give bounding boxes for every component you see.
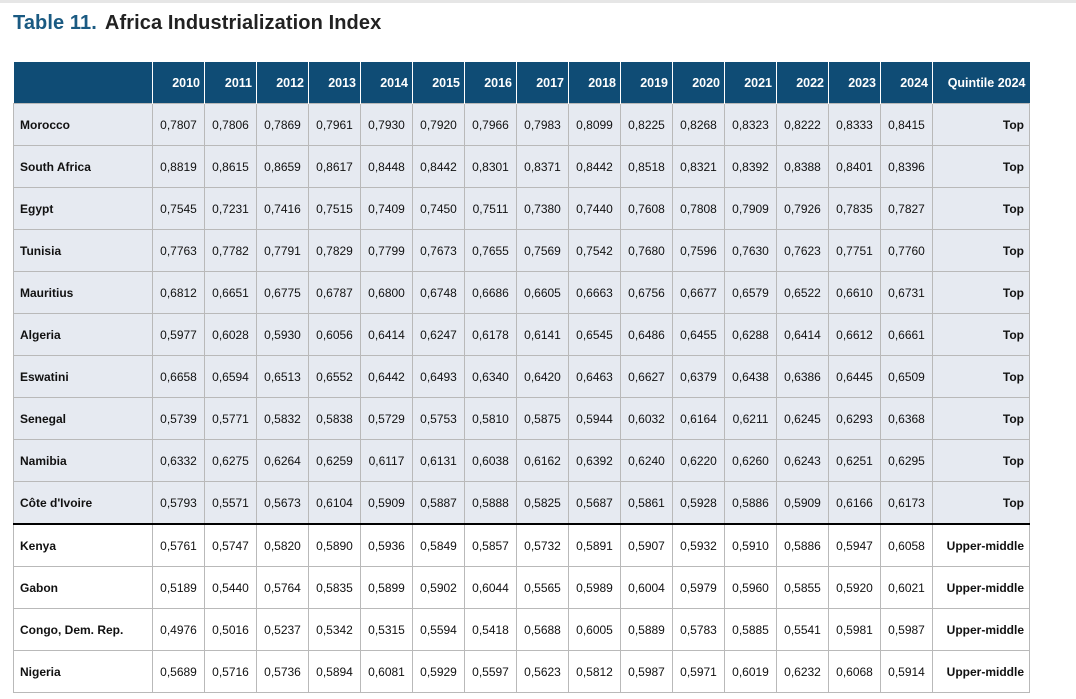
table-row — [14, 567, 1030, 609]
index-value-cell: 0,5673 — [257, 482, 309, 525]
quintile-cell: Top — [933, 482, 1030, 525]
index-value-cell: 0,6442 — [361, 356, 413, 398]
index-value-cell: 0,5771 — [205, 398, 257, 440]
index-value-cell: 0,5849 — [413, 524, 465, 567]
index-value-cell: 0,5729 — [361, 398, 413, 440]
column-header-year: 2020 — [673, 62, 725, 104]
index-value-cell: 0,5929 — [413, 651, 465, 693]
index-value-cell: 0,5987 — [881, 609, 933, 651]
index-value-cell: 0,8518 — [621, 146, 673, 188]
index-value-cell: 0,6748 — [413, 272, 465, 314]
table-row — [14, 524, 1030, 567]
index-value-cell: 0,5987 — [621, 651, 673, 693]
index-value-cell: 0,7869 — [257, 104, 309, 146]
index-value-cell: 0,7835 — [829, 188, 881, 230]
column-header-year: 2013 — [309, 62, 361, 104]
index-value-cell: 0,7545 — [153, 188, 205, 230]
index-value-cell: 0,6293 — [829, 398, 881, 440]
index-value-cell: 0,7961 — [309, 104, 361, 146]
index-value-cell: 0,6414 — [361, 314, 413, 356]
index-value-cell: 0,5736 — [257, 651, 309, 693]
index-value-cell: 0,6166 — [829, 482, 881, 525]
index-value-cell: 0,5793 — [153, 482, 205, 525]
table-row — [14, 314, 1030, 356]
quintile-cell: Top — [933, 104, 1030, 146]
index-value-cell: 0,7380 — [517, 188, 569, 230]
country-cell: Senegal — [14, 398, 153, 440]
index-value-cell: 0,7791 — [257, 230, 309, 272]
country-cell: Morocco — [14, 104, 153, 146]
index-value-cell: 0,7966 — [465, 104, 517, 146]
index-value-cell: 0,8442 — [413, 146, 465, 188]
index-value-cell: 0,5565 — [517, 567, 569, 609]
table-caption — [13, 10, 381, 36]
column-header-quintile: Quintile 2024 — [933, 62, 1030, 104]
index-value-cell: 0,6141 — [517, 314, 569, 356]
index-value-cell: 0,5861 — [621, 482, 673, 525]
index-value-cell: 0,5930 — [257, 314, 309, 356]
index-value-cell: 0,5189 — [153, 567, 205, 609]
index-value-cell: 0,5761 — [153, 524, 205, 567]
index-value-cell: 0,6552 — [309, 356, 361, 398]
table-row — [14, 482, 1030, 525]
index-value-cell: 0,6775 — [257, 272, 309, 314]
index-value-cell: 0,6021 — [881, 567, 933, 609]
index-value-cell: 0,6651 — [205, 272, 257, 314]
index-value-cell: 0,6264 — [257, 440, 309, 482]
index-value-cell: 0,6368 — [881, 398, 933, 440]
index-value-cell: 0,6386 — [777, 356, 829, 398]
index-value-cell: 0,5960 — [725, 567, 777, 609]
index-value-cell: 0,6800 — [361, 272, 413, 314]
table-row — [14, 398, 1030, 440]
index-value-cell: 0,6275 — [205, 440, 257, 482]
index-value-cell: 0,5440 — [205, 567, 257, 609]
country-cell: Eswatini — [14, 356, 153, 398]
table-row — [14, 609, 1030, 651]
index-value-cell: 0,4976 — [153, 609, 205, 651]
index-value-cell: 0,5764 — [257, 567, 309, 609]
index-value-cell: 0,6392 — [569, 440, 621, 482]
index-value-cell: 0,6579 — [725, 272, 777, 314]
index-value-cell: 0,7763 — [153, 230, 205, 272]
index-value-cell: 0,5825 — [517, 482, 569, 525]
index-value-cell: 0,5855 — [777, 567, 829, 609]
country-cell: Mauritius — [14, 272, 153, 314]
index-value-cell: 0,6260 — [725, 440, 777, 482]
index-value-cell: 0,7542 — [569, 230, 621, 272]
index-value-cell: 0,5835 — [309, 567, 361, 609]
column-header-year: 2015 — [413, 62, 465, 104]
index-value-cell: 0,5623 — [517, 651, 569, 693]
index-value-cell: 0,6044 — [465, 567, 517, 609]
index-value-cell: 0,6162 — [517, 440, 569, 482]
table-row — [14, 272, 1030, 314]
index-value-cell: 0,5944 — [569, 398, 621, 440]
index-value-cell: 0,7515 — [309, 188, 361, 230]
index-value-cell: 0,5016 — [205, 609, 257, 651]
table-row — [14, 651, 1030, 693]
index-value-cell: 0,7807 — [153, 104, 205, 146]
country-cell: Côte d'Ivoire — [14, 482, 153, 525]
index-value-cell: 0,6243 — [777, 440, 829, 482]
index-value-cell: 0,6032 — [621, 398, 673, 440]
top-divider — [0, 0, 1076, 3]
index-value-cell: 0,6247 — [413, 314, 465, 356]
index-value-cell: 0,5689 — [153, 651, 205, 693]
column-header-year: 2011 — [205, 62, 257, 104]
index-value-cell: 0,5237 — [257, 609, 309, 651]
quintile-cell: Top — [933, 440, 1030, 482]
index-value-cell: 0,6117 — [361, 440, 413, 482]
column-header-year: 2023 — [829, 62, 881, 104]
country-cell: Tunisia — [14, 230, 153, 272]
index-value-cell: 0,6259 — [309, 440, 361, 482]
index-value-cell: 0,5890 — [309, 524, 361, 567]
index-value-cell: 0,6731 — [881, 272, 933, 314]
index-value-cell: 0,8225 — [621, 104, 673, 146]
index-value-cell: 0,6379 — [673, 356, 725, 398]
country-cell: Gabon — [14, 567, 153, 609]
index-value-cell: 0,5594 — [413, 609, 465, 651]
index-value-cell: 0,7623 — [777, 230, 829, 272]
index-value-cell: 0,5891 — [569, 524, 621, 567]
index-value-cell: 0,5739 — [153, 398, 205, 440]
index-value-cell: 0,6081 — [361, 651, 413, 693]
index-value-cell: 0,6332 — [153, 440, 205, 482]
index-value-cell: 0,6340 — [465, 356, 517, 398]
index-value-cell: 0,5928 — [673, 482, 725, 525]
index-value-cell: 0,5838 — [309, 398, 361, 440]
index-value-cell: 0,6612 — [829, 314, 881, 356]
index-value-cell: 0,6522 — [777, 272, 829, 314]
country-cell: Egypt — [14, 188, 153, 230]
index-value-cell: 0,6686 — [465, 272, 517, 314]
index-value-cell: 0,6038 — [465, 440, 517, 482]
index-value-cell: 0,5909 — [777, 482, 829, 525]
index-value-cell: 0,5977 — [153, 314, 205, 356]
index-value-cell: 0,6787 — [309, 272, 361, 314]
index-value-cell: 0,6663 — [569, 272, 621, 314]
table-row — [14, 188, 1030, 230]
index-value-cell: 0,5894 — [309, 651, 361, 693]
index-value-cell: 0,8617 — [309, 146, 361, 188]
index-value-cell: 0,7909 — [725, 188, 777, 230]
index-value-cell: 0,8388 — [777, 146, 829, 188]
index-value-cell: 0,5820 — [257, 524, 309, 567]
index-value-cell: 0,5888 — [465, 482, 517, 525]
index-value-cell: 0,8659 — [257, 146, 309, 188]
index-value-cell: 0,5857 — [465, 524, 517, 567]
index-value-cell: 0,5907 — [621, 524, 673, 567]
quintile-cell: Top — [933, 230, 1030, 272]
index-value-cell: 0,8448 — [361, 146, 413, 188]
index-value-cell: 0,6627 — [621, 356, 673, 398]
index-value-cell: 0,5932 — [673, 524, 725, 567]
table-row — [14, 230, 1030, 272]
index-value-cell: 0,7760 — [881, 230, 933, 272]
column-header-year: 2010 — [153, 62, 205, 104]
index-value-cell: 0,6509 — [881, 356, 933, 398]
index-value-cell: 0,6445 — [829, 356, 881, 398]
index-value-cell: 0,8321 — [673, 146, 725, 188]
index-value-cell: 0,5885 — [725, 609, 777, 651]
country-cell: South Africa — [14, 146, 153, 188]
index-value-cell: 0,6438 — [725, 356, 777, 398]
index-value-cell: 0,8268 — [673, 104, 725, 146]
country-cell: Namibia — [14, 440, 153, 482]
quintile-cell: Top — [933, 272, 1030, 314]
index-value-cell: 0,6028 — [205, 314, 257, 356]
index-value-cell: 0,6005 — [569, 609, 621, 651]
index-value-cell: 0,8333 — [829, 104, 881, 146]
index-value-cell: 0,8442 — [569, 146, 621, 188]
index-value-cell: 0,6251 — [829, 440, 881, 482]
index-value-cell: 0,6677 — [673, 272, 725, 314]
index-value-cell: 0,6493 — [413, 356, 465, 398]
index-value-cell: 0,5418 — [465, 609, 517, 651]
index-value-cell: 0,5947 — [829, 524, 881, 567]
index-value-cell: 0,7511 — [465, 188, 517, 230]
index-value-cell: 0,6131 — [413, 440, 465, 482]
index-value-cell: 0,5783 — [673, 609, 725, 651]
index-value-cell: 0,5910 — [725, 524, 777, 567]
index-value-cell: 0,6240 — [621, 440, 673, 482]
index-value-cell: 0,6513 — [257, 356, 309, 398]
index-value-cell: 0,7799 — [361, 230, 413, 272]
index-value-cell: 0,8392 — [725, 146, 777, 188]
index-value-cell: 0,5832 — [257, 398, 309, 440]
index-value-cell: 0,6058 — [881, 524, 933, 567]
index-value-cell: 0,5810 — [465, 398, 517, 440]
index-value-cell: 0,7596 — [673, 230, 725, 272]
index-value-cell: 0,7808 — [673, 188, 725, 230]
index-value-cell: 0,6661 — [881, 314, 933, 356]
index-value-cell: 0,6463 — [569, 356, 621, 398]
index-value-cell: 0,6455 — [673, 314, 725, 356]
quintile-cell: Upper-middle — [933, 609, 1030, 651]
quintile-cell: Upper-middle — [933, 651, 1030, 693]
column-header-year: 2018 — [569, 62, 621, 104]
index-value-cell: 0,5732 — [517, 524, 569, 567]
index-value-cell: 0,6295 — [881, 440, 933, 482]
country-cell: Algeria — [14, 314, 153, 356]
quintile-cell: Upper-middle — [933, 567, 1030, 609]
index-value-cell: 0,5687 — [569, 482, 621, 525]
index-value-cell: 0,7926 — [777, 188, 829, 230]
quintile-cell: Top — [933, 398, 1030, 440]
industrialization-table — [13, 62, 1030, 693]
index-value-cell: 0,6104 — [309, 482, 361, 525]
quintile-cell: Top — [933, 188, 1030, 230]
index-value-cell: 0,6056 — [309, 314, 361, 356]
index-value-cell: 0,5909 — [361, 482, 413, 525]
column-header-year: 2024 — [881, 62, 933, 104]
quintile-cell: Top — [933, 146, 1030, 188]
column-header-year: 2014 — [361, 62, 413, 104]
column-header-year: 2016 — [465, 62, 517, 104]
quintile-cell: Upper-middle — [933, 524, 1030, 567]
index-value-cell: 0,5571 — [205, 482, 257, 525]
index-value-cell: 0,6019 — [725, 651, 777, 693]
index-value-cell: 0,6812 — [153, 272, 205, 314]
table-row — [14, 146, 1030, 188]
table-row — [14, 356, 1030, 398]
country-cell: Kenya — [14, 524, 153, 567]
index-value-cell: 0,7751 — [829, 230, 881, 272]
index-value-cell: 0,5902 — [413, 567, 465, 609]
column-header-year: 2022 — [777, 62, 829, 104]
index-value-cell: 0,5979 — [673, 567, 725, 609]
index-value-cell: 0,6173 — [881, 482, 933, 525]
index-value-cell: 0,5971 — [673, 651, 725, 693]
quintile-cell: Top — [933, 314, 1030, 356]
table-number: Table 11. — [13, 12, 97, 34]
country-cell: Congo, Dem. Rep. — [14, 609, 153, 651]
index-value-cell: 0,7673 — [413, 230, 465, 272]
column-header-year: 2021 — [725, 62, 777, 104]
column-header-year: 2017 — [517, 62, 569, 104]
index-value-cell: 0,7416 — [257, 188, 309, 230]
index-value-cell: 0,5875 — [517, 398, 569, 440]
index-value-cell: 0,6486 — [621, 314, 673, 356]
index-value-cell: 0,5716 — [205, 651, 257, 693]
index-value-cell: 0,8415 — [881, 104, 933, 146]
index-value-cell: 0,7680 — [621, 230, 673, 272]
index-value-cell: 0,6004 — [621, 567, 673, 609]
index-value-cell: 0,8222 — [777, 104, 829, 146]
index-value-cell: 0,5597 — [465, 651, 517, 693]
country-cell: Nigeria — [14, 651, 153, 693]
index-value-cell: 0,5989 — [569, 567, 621, 609]
index-value-cell: 0,7608 — [621, 188, 673, 230]
index-value-cell: 0,5887 — [413, 482, 465, 525]
index-value-cell: 0,5981 — [829, 609, 881, 651]
index-value-cell: 0,7829 — [309, 230, 361, 272]
index-value-cell: 0,7231 — [205, 188, 257, 230]
index-value-cell: 0,5315 — [361, 609, 413, 651]
index-value-cell: 0,6610 — [829, 272, 881, 314]
index-value-cell: 0,7440 — [569, 188, 621, 230]
index-value-cell: 0,6420 — [517, 356, 569, 398]
index-value-cell: 0,8615 — [205, 146, 257, 188]
index-value-cell: 0,6232 — [777, 651, 829, 693]
index-value-cell: 0,6605 — [517, 272, 569, 314]
index-value-cell: 0,5747 — [205, 524, 257, 567]
index-value-cell: 0,6178 — [465, 314, 517, 356]
index-value-cell: 0,6756 — [621, 272, 673, 314]
index-value-cell: 0,8396 — [881, 146, 933, 188]
index-value-cell: 0,7930 — [361, 104, 413, 146]
index-value-cell: 0,6288 — [725, 314, 777, 356]
index-value-cell: 0,5342 — [309, 609, 361, 651]
index-value-cell: 0,7655 — [465, 230, 517, 272]
index-value-cell: 0,5812 — [569, 651, 621, 693]
index-value-cell: 0,5889 — [621, 609, 673, 651]
index-value-cell: 0,5914 — [881, 651, 933, 693]
index-value-cell: 0,6594 — [205, 356, 257, 398]
index-value-cell: 0,7569 — [517, 230, 569, 272]
quintile-cell: Top — [933, 356, 1030, 398]
table-title: Africa Industrialization Index — [104, 12, 382, 34]
index-value-cell: 0,5753 — [413, 398, 465, 440]
index-value-cell: 0,6164 — [673, 398, 725, 440]
index-value-cell: 0,5936 — [361, 524, 413, 567]
index-value-cell: 0,7920 — [413, 104, 465, 146]
index-value-cell: 0,8099 — [569, 104, 621, 146]
table-row — [14, 440, 1030, 482]
index-value-cell: 0,7806 — [205, 104, 257, 146]
table-header-row — [14, 62, 1030, 104]
column-header-year: 2012 — [257, 62, 309, 104]
column-header-year: 2019 — [621, 62, 673, 104]
index-value-cell: 0,8301 — [465, 146, 517, 188]
index-value-cell: 0,7983 — [517, 104, 569, 146]
index-value-cell: 0,5688 — [517, 609, 569, 651]
index-value-cell: 0,8401 — [829, 146, 881, 188]
index-value-cell: 0,7450 — [413, 188, 465, 230]
index-value-cell: 0,7827 — [881, 188, 933, 230]
index-value-cell: 0,6414 — [777, 314, 829, 356]
index-value-cell: 0,6220 — [673, 440, 725, 482]
index-value-cell: 0,5886 — [777, 524, 829, 567]
index-value-cell: 0,8323 — [725, 104, 777, 146]
index-value-cell: 0,6211 — [725, 398, 777, 440]
index-value-cell: 0,5886 — [725, 482, 777, 525]
index-value-cell: 0,6658 — [153, 356, 205, 398]
index-value-cell: 0,6245 — [777, 398, 829, 440]
index-value-cell: 0,6545 — [569, 314, 621, 356]
index-value-cell: 0,7782 — [205, 230, 257, 272]
index-value-cell: 0,5541 — [777, 609, 829, 651]
column-header-country — [14, 62, 153, 104]
index-value-cell: 0,5920 — [829, 567, 881, 609]
index-value-cell: 0,8371 — [517, 146, 569, 188]
index-value-cell: 0,6068 — [829, 651, 881, 693]
table-row — [14, 104, 1030, 146]
index-value-cell: 0,8819 — [153, 146, 205, 188]
index-value-cell: 0,7409 — [361, 188, 413, 230]
index-value-cell: 0,7630 — [725, 230, 777, 272]
index-value-cell: 0,5899 — [361, 567, 413, 609]
